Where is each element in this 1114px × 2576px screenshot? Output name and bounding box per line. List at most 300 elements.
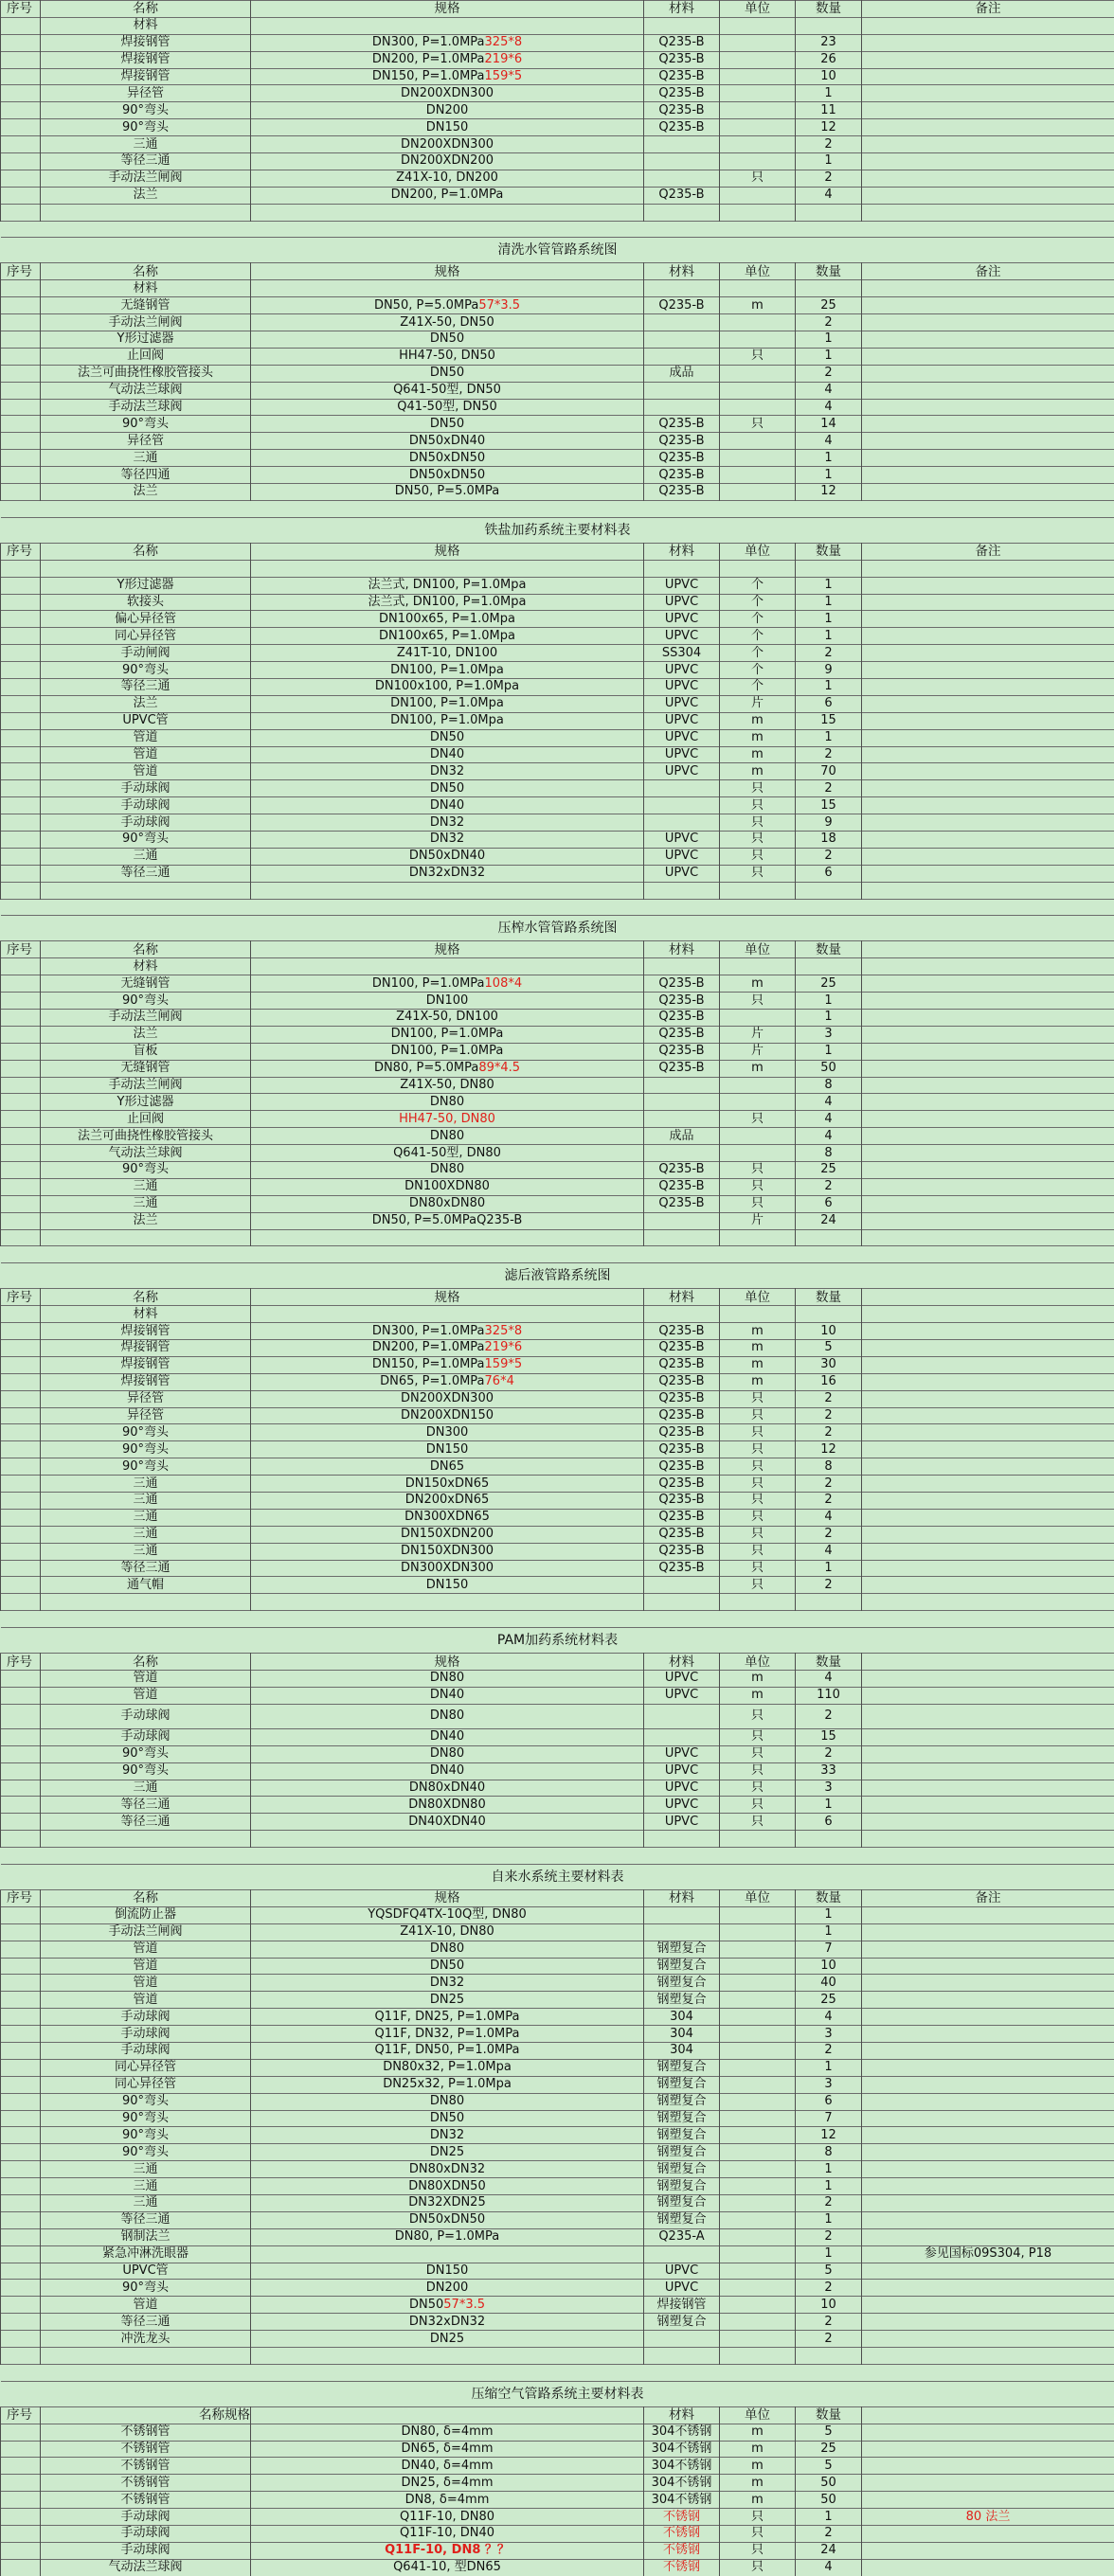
row-spec <box>251 611 644 628</box>
row-qty <box>796 958 862 975</box>
row-qty: 2 <box>796 1493 862 1510</box>
row-material: Q235-B <box>644 1373 720 1390</box>
row-remark <box>862 1780 1114 1797</box>
row-qty <box>796 280 862 297</box>
row-remark <box>862 314 1114 331</box>
row-spec <box>251 2042 644 2059</box>
row-remark <box>862 1060 1114 1077</box>
row-remark <box>862 1728 1114 1745</box>
row-material: UPVC <box>644 729 720 746</box>
spec-text: DN150, P=1.0MPa <box>372 1357 485 1371</box>
row-qty: 4 <box>796 433 862 450</box>
spec-text: DN100x65, P=1.0Mpa <box>379 629 515 643</box>
row-qty: 1 <box>796 577 862 594</box>
table-row <box>1 780 1114 797</box>
table-row <box>1 678 1114 695</box>
header-qty: 数量 <box>796 1654 862 1671</box>
row-qty: 4 <box>796 399 862 416</box>
row-material: 成品 <box>644 1128 720 1145</box>
header-no: 序号 <box>1 263 41 280</box>
row-remark <box>862 1906 1114 1923</box>
row-unit <box>720 1831 796 1848</box>
spec-size-note: 219*6 <box>485 1340 523 1354</box>
row-name: 三通 <box>41 2194 251 2211</box>
row-spec <box>251 2331 644 2348</box>
row-no <box>1 2509 41 2526</box>
row-spec <box>251 68 644 85</box>
table-row <box>1 1441 1114 1458</box>
row-name: 手动球阀 <box>41 2042 251 2059</box>
spec-text: DN80 <box>430 1708 464 1723</box>
row-remark <box>862 1509 1114 1526</box>
row-material: Q235-B <box>644 1356 720 1373</box>
row-spec <box>251 331 644 349</box>
table-row <box>1 1745 1114 1762</box>
row-no <box>1 2228 41 2245</box>
spec-text: DN32XDN25 <box>408 2195 485 2209</box>
header-spec: 规格 <box>251 263 644 280</box>
spec-text: YQSDFQ4TX-10Q型, DN80 <box>368 1907 527 1922</box>
row-spec <box>251 1577 644 1594</box>
row-material: 不锈钢 <box>644 2559 720 2575</box>
row-no <box>1 1992 41 2009</box>
row-unit: 只 <box>720 1509 796 1526</box>
row-qty: 2 <box>796 1577 862 1594</box>
table-row <box>1 2331 1114 2348</box>
row-remark <box>862 365 1114 382</box>
row-material <box>644 1906 720 1923</box>
table-row <box>1 2211 1114 2228</box>
row-remark <box>862 1671 1114 1688</box>
row-spec <box>251 712 644 729</box>
spec-text: DN25x32, P=1.0Mpa <box>383 2077 512 2091</box>
row-remark <box>862 2458 1114 2475</box>
row-spec <box>251 348 644 365</box>
row-spec <box>251 2280 644 2297</box>
row-remark <box>862 1162 1114 1179</box>
row-qty: 10 <box>796 68 862 85</box>
row-material: UPVC <box>644 662 720 679</box>
row-no <box>1 17 41 34</box>
row-spec <box>251 958 644 975</box>
header-material: 材料 <box>644 1 720 18</box>
spec-text: DN32 <box>430 2128 464 2142</box>
row-spec <box>251 2194 644 2211</box>
row-unit <box>720 2144 796 2161</box>
row-name: 倒流防止器 <box>41 1906 251 1923</box>
row-remark <box>862 2542 1114 2559</box>
row-unit: 只 <box>720 1560 796 1577</box>
spec-text: DN50 <box>430 417 464 431</box>
row-material: 钢塑复合 <box>644 1941 720 1958</box>
spec-text: DN150 <box>426 120 469 134</box>
row-unit: 个 <box>720 594 796 611</box>
table-row <box>1 712 1114 729</box>
header-material: 材料 <box>644 941 720 958</box>
row-material: UPVC <box>644 577 720 594</box>
row-unit <box>720 560 796 577</box>
row-remark <box>862 2331 1114 2348</box>
spec-text: DN100x100, P=1.0Mpa <box>375 679 519 693</box>
table-row <box>1 1458 1114 1476</box>
row-spec <box>251 797 644 814</box>
header-no: 序号 <box>1 941 41 958</box>
row-remark <box>862 1306 1114 1323</box>
row-no <box>1 865 41 882</box>
row-remark <box>862 882 1114 899</box>
row-qty: 4 <box>796 187 862 204</box>
row-name: 90°弯头 <box>41 2127 251 2144</box>
row-remark <box>862 1975 1114 1992</box>
row-material <box>644 1111 720 1128</box>
spec-text: Q641-10, 型DN65 <box>393 2560 501 2574</box>
row-remark: 参见国标09S304, P18 <box>862 2245 1114 2263</box>
spec-text: DN65 <box>430 1459 464 1474</box>
table-row <box>1 2009 1114 2026</box>
row-name <box>41 204 251 221</box>
row-qty <box>796 1831 862 1848</box>
row-remark <box>862 416 1114 433</box>
row-material: UPVC <box>644 695 720 712</box>
row-no <box>1 85 41 102</box>
row-remark <box>862 1577 1114 1594</box>
header-qty: 数量 <box>796 1889 862 1906</box>
row-name: Y形过滤器 <box>41 331 251 349</box>
row-name: 三通 <box>41 136 251 153</box>
spec-text: DN40 <box>430 1763 464 1778</box>
row-spec <box>251 2441 644 2458</box>
row-spec <box>251 2076 644 2093</box>
row-unit <box>720 2280 796 2297</box>
row-material: UPVC <box>644 594 720 611</box>
spacer-row <box>1 1611 1114 1628</box>
row-no <box>1 399 41 416</box>
spec-text: DN25 <box>430 2145 464 2159</box>
row-material: Q235-B <box>644 1195 720 1212</box>
row-unit: m <box>720 2424 796 2441</box>
row-material: Q235-B <box>644 1390 720 1407</box>
row-qty: 1 <box>796 611 862 628</box>
row-no <box>1 2194 41 2211</box>
row-spec <box>251 695 644 712</box>
row-remark <box>862 17 1114 34</box>
header-row <box>1 1654 1114 1671</box>
row-material <box>644 382 720 399</box>
header-name: 名称 <box>41 1654 251 1671</box>
row-qty: 2 <box>796 2042 862 2059</box>
row-no <box>1 280 41 297</box>
table-row <box>1 1923 1114 1941</box>
row-qty: 1 <box>796 1906 862 1923</box>
row-no <box>1 628 41 645</box>
table-row <box>1 2458 1114 2475</box>
row-unit: m <box>720 297 796 314</box>
row-name: 等径三通 <box>41 1814 251 1831</box>
spec-text: Z41X-50, DN80 <box>400 1078 494 1092</box>
header-remark <box>862 1289 1114 1306</box>
row-spec <box>251 1111 644 1128</box>
row-qty: 4 <box>796 1128 862 1145</box>
row-unit <box>720 2314 796 2331</box>
row-remark <box>862 1704 1114 1728</box>
row-remark <box>862 975 1114 993</box>
row-spec <box>251 467 644 484</box>
row-material <box>644 1831 720 1848</box>
row-no <box>1 1407 41 1424</box>
row-no <box>1 1390 41 1407</box>
spacer-cell <box>1 899 1114 916</box>
row-no <box>1 382 41 399</box>
row-unit: 个 <box>720 628 796 645</box>
spec-text: DN80xDN40 <box>409 1780 485 1795</box>
row-unit: m <box>720 2458 796 2475</box>
row-material: UPVC <box>644 1814 720 1831</box>
spec-text: DN100XDN80 <box>404 1179 490 1193</box>
row-unit: 个 <box>720 577 796 594</box>
row-qty: 2 <box>796 365 862 382</box>
header-material: 材料 <box>644 263 720 280</box>
row-no <box>1 1780 41 1797</box>
row-unit: m <box>720 746 796 763</box>
row-qty: 1 <box>796 450 862 467</box>
row-spec <box>251 1145 644 1162</box>
row-name: 不锈钢管 <box>41 2475 251 2492</box>
row-qty: 5 <box>796 2424 862 2441</box>
row-unit <box>720 1145 796 1162</box>
header-name: 名称 <box>41 263 251 280</box>
row-unit: 只 <box>720 1424 796 1441</box>
header-name: 名称 <box>41 941 251 958</box>
spec-text: Q11F-10, DN40 <box>400 2526 494 2540</box>
row-name: 钢制法兰 <box>41 2228 251 2245</box>
row-remark <box>862 814 1114 832</box>
table-row <box>1 1543 1114 1560</box>
row-unit: 只 <box>720 1797 796 1814</box>
spec-text: DN40 <box>430 798 464 813</box>
row-unit: 只 <box>720 1458 796 1476</box>
spec-text: DN80 <box>430 1095 464 1109</box>
row-unit: 只 <box>720 993 796 1010</box>
header-remark: 备注 <box>862 1 1114 18</box>
table-row <box>1 399 1114 416</box>
row-no <box>1 1577 41 1594</box>
table-row <box>1 1992 1114 2009</box>
table-row <box>1 1526 1114 1543</box>
row-qty: 8 <box>796 1077 862 1094</box>
row-unit <box>720 1009 796 1026</box>
header-unit: 单位 <box>720 2406 796 2424</box>
row-remark <box>862 2059 1114 2076</box>
row-material: Q235-B <box>644 68 720 85</box>
table-row <box>1 975 1114 993</box>
row-material <box>644 958 720 975</box>
row-spec <box>251 2211 644 2228</box>
spec-text: DN200xDN65 <box>405 1493 490 1507</box>
table-row <box>1 2144 1114 2161</box>
row-no <box>1 51 41 68</box>
row-remark <box>862 2211 1114 2228</box>
spec-size-note: 159*5 <box>485 1357 523 1371</box>
row-material: Q235-B <box>644 187 720 204</box>
header-row <box>1 1889 1114 1906</box>
table-row <box>1 136 1114 153</box>
row-unit: m <box>720 1323 796 1340</box>
row-material <box>644 136 720 153</box>
row-qty: 1 <box>796 1797 862 1814</box>
row-name: 气动法兰球阀 <box>41 1145 251 1162</box>
table-row <box>1 2559 1114 2575</box>
row-qty: 3 <box>796 1780 862 1797</box>
table-row <box>1 2245 1114 2263</box>
row-spec <box>251 51 644 68</box>
header-name: 名称 <box>41 1 251 18</box>
row-no <box>1 560 41 577</box>
row-spec <box>251 1745 644 1762</box>
row-remark <box>862 662 1114 679</box>
row-qty: 50 <box>796 2492 862 2509</box>
spec-text: DN50 <box>430 366 464 380</box>
spec-text: DN25, δ=4mm <box>402 2476 494 2490</box>
header-spec: 规格 <box>251 941 644 958</box>
row-spec <box>251 1026 644 1043</box>
table-row <box>1 1975 1114 1992</box>
row-qty: 2 <box>796 1178 862 1195</box>
table-row <box>1 297 1114 314</box>
row-material: 钢塑复合 <box>644 1992 720 2009</box>
spec-text: DN50 <box>409 2298 443 2312</box>
row-spec <box>251 2263 644 2280</box>
row-material <box>644 348 720 365</box>
row-unit <box>720 119 796 136</box>
row-spec <box>251 2059 644 2076</box>
row-name: 异径管 <box>41 85 251 102</box>
row-spec <box>251 2509 644 2526</box>
table-row <box>1 1145 1114 1162</box>
row-spec <box>251 2009 644 2026</box>
row-name <box>41 1594 251 1611</box>
table-row <box>1 2424 1114 2441</box>
row-no <box>1 1687 41 1704</box>
row-qty: 8 <box>796 1458 862 1476</box>
row-no <box>1 2492 41 2509</box>
row-material: UPVC <box>644 2280 720 2297</box>
row-spec <box>251 993 644 1010</box>
spec-text: DN100, P=1.0Mpa <box>390 696 504 710</box>
row-material: 304不锈钢 <box>644 2475 720 2492</box>
spec-text: DN50 <box>430 1959 464 1973</box>
row-remark <box>862 1476 1114 1493</box>
row-name: 焊接钢管 <box>41 1323 251 1340</box>
row-spec <box>251 1128 644 1145</box>
row-spec <box>251 1941 644 1958</box>
row-spec <box>251 1831 644 1848</box>
row-remark <box>862 797 1114 814</box>
table-row <box>1 1728 1114 1745</box>
row-material <box>644 153 720 170</box>
row-spec <box>251 2093 644 2110</box>
row-spec <box>251 746 644 763</box>
row-material <box>644 2331 720 2348</box>
spec-text: DN50xDN50 <box>409 468 485 482</box>
row-spec <box>251 1814 644 1831</box>
row-spec <box>251 1476 644 1493</box>
spacer-cell <box>1 2364 1114 2381</box>
table-row <box>1 17 1114 34</box>
row-unit: 只 <box>720 780 796 797</box>
row-unit: m <box>720 1671 796 1688</box>
header-no: 序号 <box>1 1289 41 1306</box>
spec-text: DN40, δ=4mm <box>402 2459 494 2473</box>
row-spec <box>251 1340 644 1357</box>
row-name: 等径三通 <box>41 1560 251 1577</box>
spec-text: HH47-50, DN50 <box>399 349 495 363</box>
spacer-cell <box>1 1611 1114 1628</box>
row-spec <box>251 1594 644 1611</box>
row-name: 法兰 <box>41 1026 251 1043</box>
spec-size-note: 57*3.5 <box>443 2298 485 2312</box>
spec-text: DN32 <box>430 815 464 830</box>
section-title-row <box>1 517 1114 543</box>
row-material: 钢塑复合 <box>644 2178 720 2195</box>
spec-size-note: 159*5 <box>485 69 523 83</box>
row-qty: 1 <box>796 594 862 611</box>
row-name: 90°弯头 <box>41 662 251 679</box>
header-unit: 单位 <box>720 1654 796 1671</box>
row-qty: 16 <box>796 1373 862 1390</box>
row-material: 304不锈钢 <box>644 2492 720 2509</box>
table-row <box>1 594 1114 611</box>
row-unit <box>720 2348 796 2365</box>
row-unit <box>720 2263 796 2280</box>
row-unit: 只 <box>720 348 796 365</box>
row-material: 不锈钢 <box>644 2509 720 2526</box>
row-remark <box>862 1229 1114 1246</box>
row-remark <box>862 1340 1114 1357</box>
row-no <box>1 1728 41 1745</box>
row-spec <box>251 2144 644 2161</box>
row-no <box>1 2424 41 2441</box>
row-qty: 12 <box>796 119 862 136</box>
row-remark <box>862 1390 1114 1407</box>
row-no <box>1 2245 41 2263</box>
row-no <box>1 2542 41 2559</box>
row-material: Q235-B <box>644 1323 720 1340</box>
spec-size-note: 325*8 <box>485 1324 523 1338</box>
header-no: 序号 <box>1 1 41 18</box>
row-spec <box>251 780 644 797</box>
row-material: Q235-A <box>644 2228 720 2245</box>
row-remark <box>862 280 1114 297</box>
row-name: 90°弯头 <box>41 416 251 433</box>
row-no <box>1 2042 41 2059</box>
header-material: 材料 <box>644 1889 720 1906</box>
spec-text: Z41X-10, DN200 <box>396 170 498 185</box>
row-spec <box>251 2297 644 2314</box>
row-remark <box>862 119 1114 136</box>
row-unit <box>720 153 796 170</box>
row-material: UPVC <box>644 2263 720 2280</box>
row-no <box>1 2280 41 2297</box>
row-name: 等径三通 <box>41 865 251 882</box>
row-name: 手动球阀 <box>41 2542 251 2559</box>
spec-size-note: 57*3.5 <box>478 298 520 313</box>
table-row <box>1 1212 1114 1229</box>
row-material: 钢塑复合 <box>644 1958 720 1975</box>
row-qty: 1 <box>796 153 862 170</box>
row-qty <box>796 17 862 34</box>
spec-text: DN80 <box>430 2094 464 2108</box>
row-qty: 15 <box>796 712 862 729</box>
